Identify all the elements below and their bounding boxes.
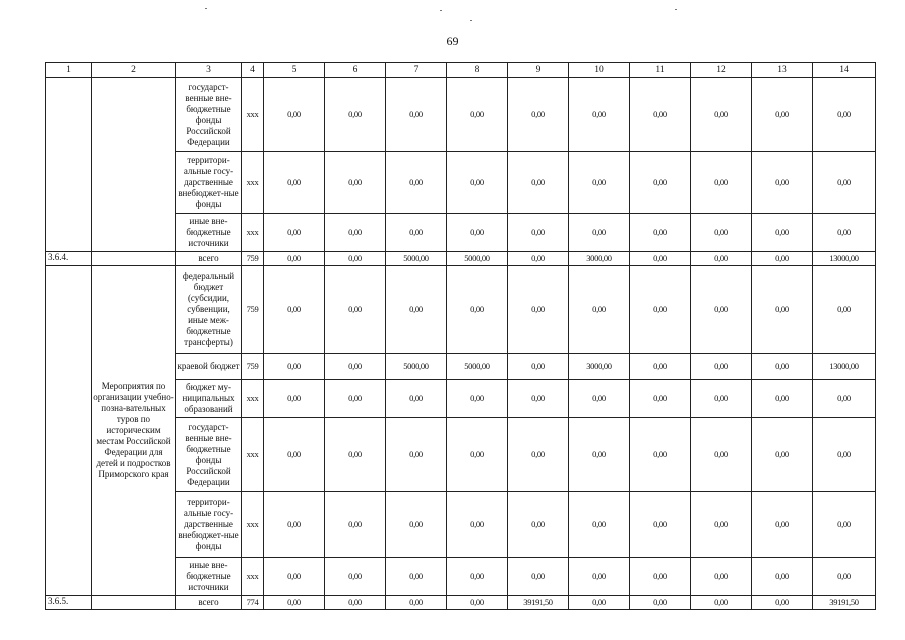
value-cell: 0,00	[508, 152, 569, 214]
funding-source-cell: территори-альные госу-дарственные внебюджет-ные фонды	[176, 152, 242, 214]
value-cell: 39191,50	[508, 596, 569, 610]
value-cell: 0,00	[386, 492, 447, 558]
value-cell: 0,00	[447, 492, 508, 558]
value-cell: 0,00	[630, 354, 691, 380]
funding-source-cell: территори-альные госу-дарственные внебюджет-ные фонды	[176, 492, 242, 558]
col-header: 7	[386, 63, 447, 78]
value-cell: 0,00	[569, 152, 630, 214]
section-name-cell: Мероприятия по организации учебно-позна-вательных туров по историческим местам Российской Федерации для детей и подростков Приморского края	[92, 266, 176, 596]
code-cell: xxx	[242, 152, 264, 214]
value-cell: 0,00	[447, 558, 508, 596]
section-code-spacer-cell	[46, 266, 92, 596]
value-cell: 0,00	[691, 380, 752, 418]
value-cell: 5000,00	[447, 252, 508, 266]
value-cell: 0,00	[508, 266, 569, 354]
value-cell: 0,00	[447, 266, 508, 354]
col-header: 2	[92, 63, 176, 78]
value-cell: 0,00	[325, 266, 386, 354]
code-cell: 759	[242, 252, 264, 266]
value-cell: 0,00	[569, 558, 630, 596]
value-cell: 0,00	[386, 214, 447, 252]
value-cell: 0,00	[264, 214, 325, 252]
value-cell: 0,00	[508, 418, 569, 492]
value-cell: 0,00	[752, 558, 813, 596]
col-header: 4	[242, 63, 264, 78]
value-cell: 0,00	[264, 354, 325, 380]
value-cell: 0,00	[325, 214, 386, 252]
value-cell: 0,00	[691, 214, 752, 252]
funding-source-cell: государст-венные вне-бюджетные фонды Российской Федерации	[176, 78, 242, 152]
value-cell: 0,00	[386, 78, 447, 152]
code-cell: 774	[242, 596, 264, 610]
value-cell: 0,00	[447, 418, 508, 492]
value-cell: 0,00	[630, 596, 691, 610]
value-cell: 0,00	[569, 214, 630, 252]
value-cell: 0,00	[813, 266, 876, 354]
value-cell: 0,00	[630, 492, 691, 558]
table-body	[46, 78, 876, 610]
value-cell: 0,00	[691, 78, 752, 152]
value-cell: 0,00	[691, 492, 752, 558]
value-cell: 0,00	[569, 596, 630, 610]
value-cell: 0,00	[813, 418, 876, 492]
col-header: 12	[691, 63, 752, 78]
funding-source-cell: иные вне-бюджетные источники	[176, 558, 242, 596]
section-code-cell	[46, 78, 92, 252]
value-cell: 0,00	[508, 78, 569, 152]
code-cell: xxx	[242, 418, 264, 492]
code-cell: 759	[242, 266, 264, 354]
value-cell: 0,00	[325, 152, 386, 214]
code-cell: xxx	[242, 492, 264, 558]
value-cell: 0,00	[630, 418, 691, 492]
value-cell: 0,00	[691, 596, 752, 610]
value-cell: 13000,00	[813, 354, 876, 380]
value-cell: 0,00	[264, 380, 325, 418]
value-cell: 39191,50	[813, 596, 876, 610]
value-cell: 0,00	[325, 78, 386, 152]
col-header: 11	[630, 63, 691, 78]
value-cell: 0,00	[569, 78, 630, 152]
value-cell: 0,00	[325, 418, 386, 492]
value-cell: 0,00	[691, 252, 752, 266]
value-cell: 0,00	[630, 252, 691, 266]
budget-table	[45, 62, 876, 610]
value-cell: 0,00	[752, 78, 813, 152]
value-cell: 0,00	[508, 558, 569, 596]
scan-speck	[440, 10, 442, 11]
value-cell: 0,00	[264, 252, 325, 266]
value-cell: 0,00	[264, 418, 325, 492]
value-cell: 0,00	[447, 152, 508, 214]
col-header: 10	[569, 63, 630, 78]
value-cell: 0,00	[386, 558, 447, 596]
value-cell: 0,00	[813, 492, 876, 558]
value-cell: 0,00	[264, 558, 325, 596]
section-code-cell: 3.6.4.	[46, 252, 92, 266]
value-cell: 0,00	[813, 152, 876, 214]
value-cell: 0,00	[752, 266, 813, 354]
value-cell: 0,00	[508, 354, 569, 380]
value-cell: 0,00	[508, 214, 569, 252]
funding-source-cell: всего	[176, 252, 242, 266]
funding-source-cell: государст-венные вне-бюджетные фонды Российской Федерации	[176, 418, 242, 492]
value-cell: 0,00	[752, 418, 813, 492]
code-cell: 759	[242, 354, 264, 380]
col-header: 5	[264, 63, 325, 78]
value-cell: 0,00	[569, 418, 630, 492]
code-cell: xxx	[242, 558, 264, 596]
code-cell: xxx	[242, 380, 264, 418]
scan-speck	[205, 8, 207, 9]
value-cell: 0,00	[386, 596, 447, 610]
value-cell: 0,00	[447, 380, 508, 418]
value-cell: 0,00	[752, 596, 813, 610]
value-cell: 0,00	[630, 558, 691, 596]
value-cell: 0,00	[813, 214, 876, 252]
value-cell: 0,00	[752, 152, 813, 214]
value-cell: 0,00	[752, 492, 813, 558]
funding-source-cell: федеральный бюджет (субсидии, субвенции, иные меж-бюджетные трансферты)	[176, 266, 242, 354]
value-cell: 0,00	[264, 152, 325, 214]
value-cell: 0,00	[630, 152, 691, 214]
value-cell: 0,00	[752, 252, 813, 266]
value-cell: 0,00	[813, 78, 876, 152]
col-header: 8	[447, 63, 508, 78]
code-cell: xxx	[242, 78, 264, 152]
value-cell: 5000,00	[447, 354, 508, 380]
value-cell: 0,00	[630, 380, 691, 418]
col-header: 13	[752, 63, 813, 78]
value-cell: 0,00	[386, 418, 447, 492]
value-cell: 0,00	[447, 214, 508, 252]
value-cell: 0,00	[691, 558, 752, 596]
funding-source-cell: бюджет му-ниципальных образований	[176, 380, 242, 418]
value-cell: 0,00	[630, 266, 691, 354]
value-cell: 0,00	[264, 492, 325, 558]
value-cell: 5000,00	[386, 252, 447, 266]
funding-source-cell: краевой бюджет	[176, 354, 242, 380]
section-name-cell	[92, 78, 176, 252]
value-cell: 0,00	[264, 78, 325, 152]
value-cell: 0,00	[630, 78, 691, 152]
value-cell: 3000,00	[569, 354, 630, 380]
table-row	[46, 78, 876, 152]
value-cell: 0,00	[569, 492, 630, 558]
table-row	[46, 266, 876, 354]
value-cell: 0,00	[752, 354, 813, 380]
value-cell: 0,00	[325, 252, 386, 266]
value-cell: 0,00	[752, 214, 813, 252]
col-header: 3	[176, 63, 242, 78]
value-cell: 0,00	[508, 252, 569, 266]
section-code-cell: 3.6.5.	[46, 596, 92, 610]
value-cell: 0,00	[691, 152, 752, 214]
table-row	[46, 596, 876, 610]
value-cell: 5000,00	[386, 354, 447, 380]
value-cell: 0,00	[813, 558, 876, 596]
value-cell: 0,00	[386, 152, 447, 214]
section-name-spacer-cell	[92, 252, 176, 266]
value-cell: 0,00	[569, 380, 630, 418]
value-cell: 13000,00	[813, 252, 876, 266]
col-header: 9	[508, 63, 569, 78]
col-header: 1	[46, 63, 92, 78]
value-cell: 0,00	[691, 418, 752, 492]
value-cell: 0,00	[691, 354, 752, 380]
value-cell: 0,00	[325, 558, 386, 596]
value-cell: 0,00	[508, 492, 569, 558]
code-cell: xxx	[242, 214, 264, 252]
scan-speck	[470, 20, 472, 21]
value-cell: 0,00	[813, 380, 876, 418]
value-cell: 0,00	[569, 266, 630, 354]
col-header: 6	[325, 63, 386, 78]
value-cell: 0,00	[447, 596, 508, 610]
value-cell: 0,00	[325, 596, 386, 610]
value-cell: 0,00	[325, 492, 386, 558]
value-cell: 0,00	[508, 380, 569, 418]
value-cell: 0,00	[264, 266, 325, 354]
value-cell: 0,00	[325, 354, 386, 380]
value-cell: 0,00	[691, 266, 752, 354]
value-cell: 0,00	[447, 78, 508, 152]
col-header: 14	[813, 63, 876, 78]
value-cell: 0,00	[386, 380, 447, 418]
funding-source-cell: иные вне-бюджетные источники	[176, 214, 242, 252]
value-cell: 3000,00	[569, 252, 630, 266]
value-cell: 0,00	[264, 596, 325, 610]
table-row	[46, 252, 876, 266]
section-name-spacer-cell	[92, 596, 176, 610]
funding-source-cell: всего	[176, 596, 242, 610]
value-cell: 0,00	[386, 266, 447, 354]
header-row	[46, 63, 876, 78]
page-number: 69	[446, 34, 459, 48]
scan-speck	[675, 9, 677, 10]
value-cell: 0,00	[630, 214, 691, 252]
value-cell: 0,00	[752, 380, 813, 418]
value-cell: 0,00	[325, 380, 386, 418]
